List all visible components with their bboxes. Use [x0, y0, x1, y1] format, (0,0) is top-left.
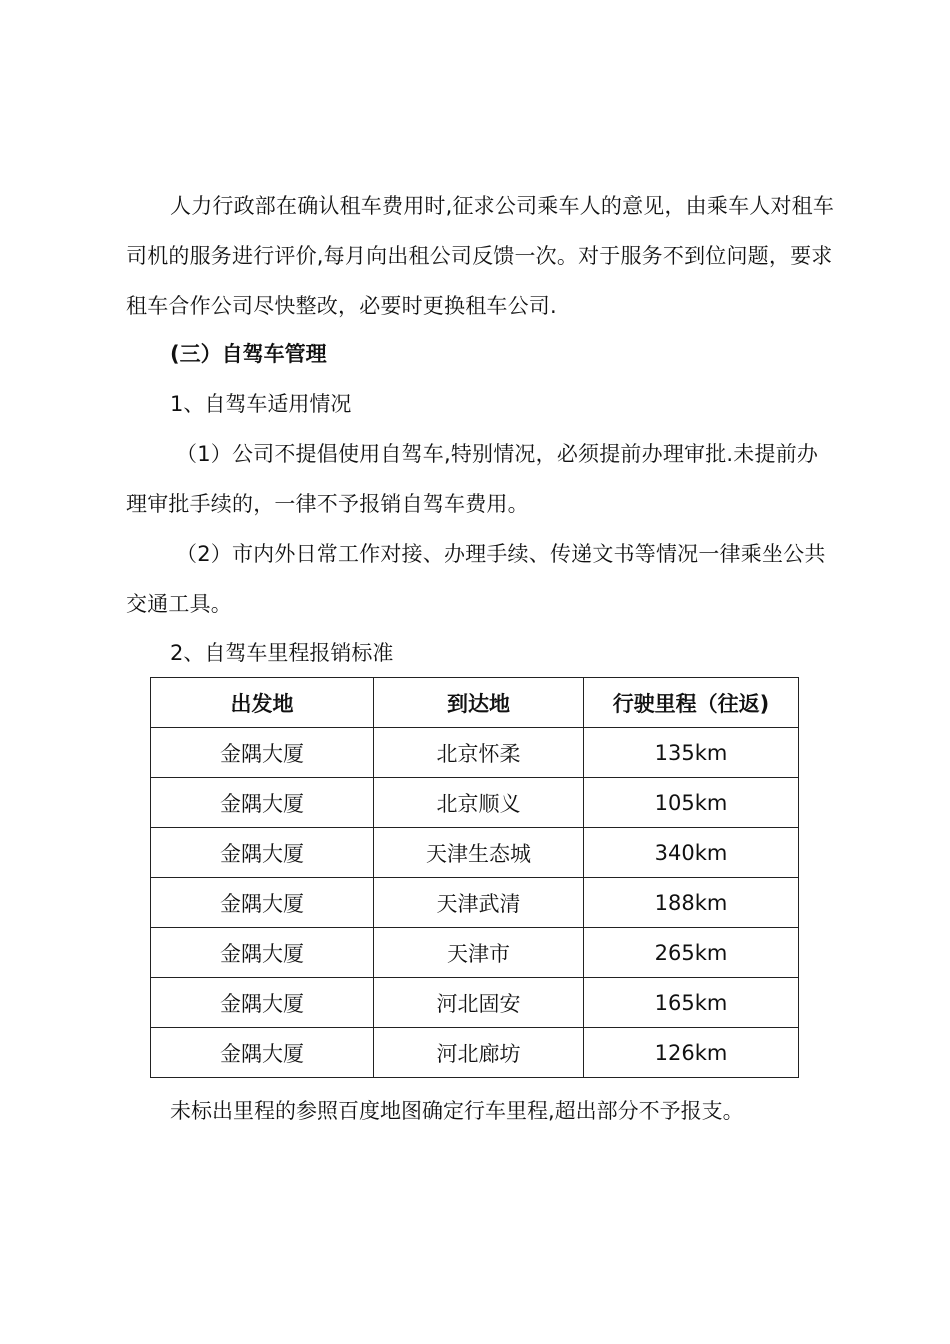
header-destination: 到达地 — [374, 678, 584, 728]
table-header-row — [151, 678, 799, 728]
cell-distance: 135km — [584, 728, 799, 778]
header-origin: 出发地 — [151, 678, 374, 728]
table-row — [151, 928, 799, 978]
item-paragraph-1: （1）公司不提倡使用自驾车,特别情况，必须提前办理审批.未提前办理审批手续的，一律不予报销自驾车费用。 — [126, 442, 819, 516]
mileage-table — [150, 677, 799, 1078]
subsection-title-2: 2、自驾车里程报销标准 — [170, 641, 394, 665]
table-footnote: 未标出里程的参照百度地图确定行车里程,超出部分不予报支。 — [170, 1099, 744, 1123]
cell-destination: 天津武清 — [374, 878, 584, 928]
subsection-title-1: 1、自驾车适用情况 — [170, 392, 352, 416]
table-row — [151, 878, 799, 928]
header-distance: 行驶里程（往返) — [584, 678, 799, 728]
cell-distance: 165km — [584, 978, 799, 1028]
intro-paragraph: 人力行政部在确认租车费用时,征求公司乘车人的意见，由乘车人对租车司机的服务进行评价,每月向出租公司反馈一次。对于服务不到位问题，要求租车合作公司尽快整改，必要时更换租车公司. — [126, 194, 835, 318]
cell-origin: 金隅大厦 — [151, 878, 374, 928]
cell-distance: 265km — [584, 928, 799, 978]
cell-distance: 188km — [584, 878, 799, 928]
cell-origin: 金隅大厦 — [151, 728, 374, 778]
cell-origin: 金隅大厦 — [151, 978, 374, 1028]
cell-distance: 340km — [584, 828, 799, 878]
cell-destination: 北京怀柔 — [374, 728, 584, 778]
item-paragraph-2: （2）市内外日常工作对接、办理手续、传递文书等情况一律乘坐公共交通工具。 — [126, 542, 826, 616]
table-row — [151, 728, 799, 778]
section-heading: (三）自驾车管理 — [170, 342, 327, 366]
cell-origin: 金隅大厦 — [151, 1028, 374, 1078]
table-row — [151, 778, 799, 828]
cell-origin: 金隅大厦 — [151, 778, 374, 828]
cell-distance: 126km — [584, 1028, 799, 1078]
table-row — [151, 978, 799, 1028]
cell-destination: 北京顺义 — [374, 778, 584, 828]
table-row — [151, 828, 799, 878]
cell-destination: 天津市 — [374, 928, 584, 978]
cell-distance: 105km — [584, 778, 799, 828]
table-row — [151, 1028, 799, 1078]
cell-destination: 河北廊坊 — [374, 1028, 584, 1078]
cell-origin: 金隅大厦 — [151, 928, 374, 978]
cell-destination: 河北固安 — [374, 978, 584, 1028]
cell-origin: 金隅大厦 — [151, 828, 374, 878]
cell-destination: 天津生态城 — [374, 828, 584, 878]
